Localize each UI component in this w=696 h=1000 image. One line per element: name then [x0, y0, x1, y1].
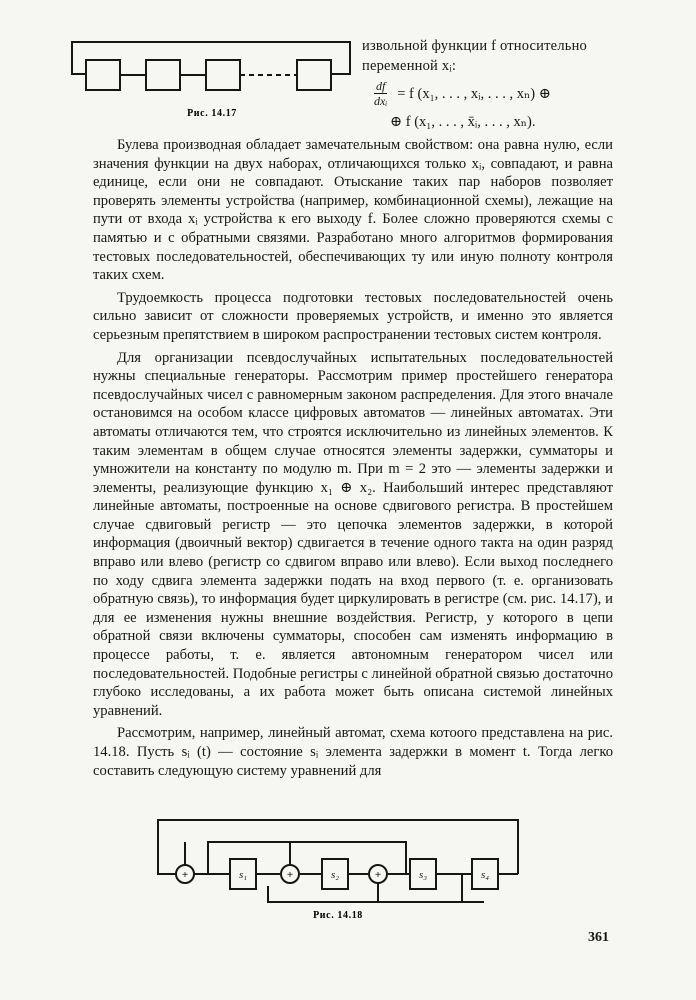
paragraph-4: Рассмотрим, например, линейный автомат, схема котоого представлена на рис. 14.18. Пусть sᵢ (t) — состояние sᵢ элемента задержки в момент t. Тогда легко составить следующую систему уравнений для — [93, 725, 613, 779]
shift-cell-1 — [86, 60, 120, 90]
cell-label-s4: s₄ — [480, 869, 490, 881]
figure-14-18-caption: Рис. 14.18 — [313, 910, 363, 921]
derivative-fraction — [372, 80, 389, 108]
outer-feedback-line — [158, 820, 518, 874]
cell-label-s1: s₁ — [238, 869, 248, 881]
body-text — [93, 136, 613, 780]
adder-1-sign: + — [181, 869, 189, 881]
shift-cell-2 — [146, 60, 180, 90]
boolean-derivative-formula — [372, 80, 652, 131]
paragraph-3: Для организации псевдослучайных испытательных последовательностей нужны специальные генераторы. Рассмотрим пример простейшего генератора псевдослучайных чисел с равномерным законом распределения. Для этого вначале остановимся на особом классе цифровых автоматов — линейных автоматах. Эти автоматы отличаются тем, что строятся исключительно из линейных элементов. К таким элементам в общем случае относятся элементы задержки, сумматоры и умножители на константу по модулю m. При m = 2 это — элементы задержки и элементы, реализующие функцию x₁ ⊕ x₂. Наибольший интерес представляют линейные автоматы, построенные на основе сдвигового регистра. В простейшем случае сдвиговый регистр — это цепочка элементов задержки, в которой информация (двоичный вектор) сдвигается в течение одного такта на один разряд вправо или влево (регистр со сдвигом вправо или влево). Если выход последнего по ходу сдвига элемента задержки подать на вход первого (т. е. организовать обратную связь), то информация будет циркулировать в регистре (см. рис. 14.17), и для ее изменения нужны внешние воздействия. Регистр, у которого в цепи обратной связи включены сумматоры, способен сам изменять информацию в процессе работы, т. е. является автономным генератором чисел или последовательностей. Подобные регистры с линейной обратной связью достаточно глубоко исследованы, а их работа может быть описана системой линейных уравнений. — [93, 349, 613, 719]
fraction-denominator: dxᵢ — [374, 94, 388, 108]
page-number: 361 — [588, 930, 609, 945]
formula-line-2: ⊕ f (x₁, . . . , x̄ᵢ, . . . , xₙ). — [390, 114, 536, 130]
shift-cells — [86, 60, 331, 90]
figure-14-17-caption: Рис. 14.17 — [187, 108, 237, 119]
cell-label-s2: s₂ — [330, 869, 340, 881]
shift-cell-3 — [206, 60, 240, 90]
adder-2-sign: + — [286, 869, 294, 881]
adder-3-sign: + — [374, 869, 382, 881]
cell-label-s3: s₃ — [418, 869, 428, 881]
feedback-loop — [72, 42, 350, 74]
paragraph-2: Трудоемкость процесса подготовки тестовых последовательностей очень сильно зависит от сложности проверяемых устройств, и именно это является серьезным препятствием в широком распространении тестовых систем контроля. — [93, 289, 613, 343]
figure-14-17 — [66, 38, 358, 122]
figure-14-18 — [152, 814, 526, 924]
shift-cell-4 — [297, 60, 331, 90]
fraction-numerator: df — [375, 79, 386, 93]
intro-text: извольной функции f относительно переменной xᵢ: — [362, 38, 587, 74]
formula-line-1: = f (x₁, . . . , xᵢ, . . . , xₙ) ⊕ — [397, 85, 551, 102]
paragraph-1: Булева производная обладает замечательным свойством: она равна нулю, если значения функции на двух наборах, отличающихся только xᵢ, совпадают, и равна единице, если они не совпадают. Отыскание таких пар наборов позволяет проверять элементы устройства (например, комбинационной схемы), лежащие на пути от входа xᵢ устройства к его выходу f. Более сложно проверяются схемы с памятью и с обратными связями. Разработано много алгоритмов формирования тестовых последовательностей, обеспечивающих ту или иную полноту контроля таких схем. — [93, 137, 613, 284]
